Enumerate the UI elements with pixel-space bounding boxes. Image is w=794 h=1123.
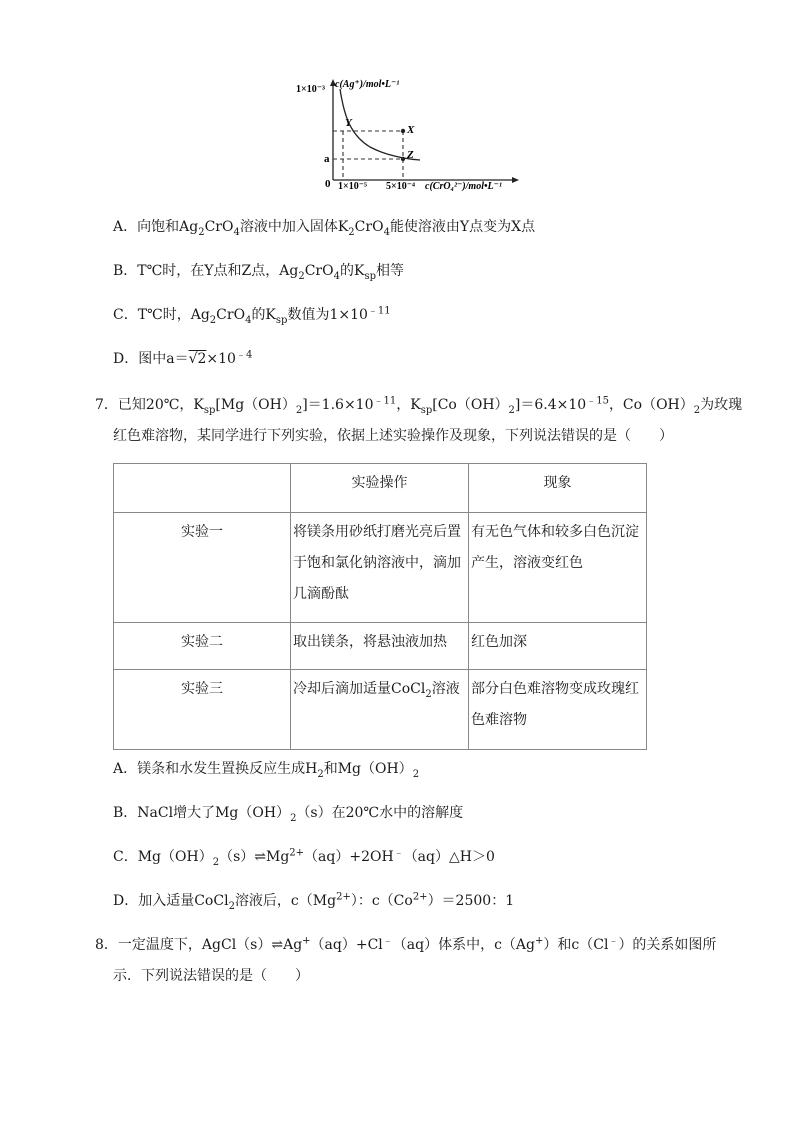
origin-label: 0 (325, 178, 331, 190)
x-axis-label: c(CrO₄²⁻)/mol•L⁻¹ (425, 181, 502, 192)
row3-phenomenon: 部分白色难溶物变成玫瑰红 色难溶物 (471, 681, 639, 728)
y-tick-top: 1×10⁻³ (296, 84, 325, 95)
q6-option-c: C．T℃时，$Ag_2CrO_4$的$K_{sp}$数值为$1\times 10^{﹣11}$ (113, 305, 391, 326)
q6-option-b: B．T℃时，在Y点和Z点，$Ag_2CrO_4$的$K_{sp}$相等 (113, 263, 404, 282)
header-phenomenon: 现象 (543, 475, 572, 491)
row1-phenomenon: 有无色气体和较多白色沉淀 产生，溶液变红色 (471, 524, 639, 571)
row2-name: 实验二 (181, 634, 223, 650)
x-tick-2: 5×10⁻⁴ (386, 181, 415, 192)
table-row (114, 670, 647, 750)
point-x-label: X (407, 124, 415, 136)
q7-option-d: D．加入适量CoCl$_2$溶液后，$c(Mg^{2+})$：$c(Co^{2+})=2500$：1 (113, 891, 515, 912)
row3-operation: 冷却后滴加适量CoCl$_2$溶液 (293, 681, 460, 700)
row1-name: 实验一 (181, 524, 223, 540)
x-axis-arrow (512, 177, 519, 183)
q7-option-a: A．镁条和水发生置换反应生成$H_2$和$Mg(OH)_2$ (113, 761, 420, 780)
q6-option-a: A．向饱和$Ag_2CrO_4$溶液中加入固体$K_2CrO_4$能使溶液由Y点变为X点 (113, 219, 536, 238)
experiment-table (113, 463, 647, 750)
table-row (114, 623, 647, 670)
row2-operation: 取出镁条，将悬浊液加热 (293, 634, 447, 650)
point-z-label: Z (407, 149, 414, 161)
table-row (114, 513, 647, 623)
q8-stem-line2: 示．下列说法错误的是（ ） (113, 968, 309, 984)
point-y-label: Y (345, 117, 352, 129)
y-axis-label: c(Ag⁺)/mol•L⁻¹ (335, 79, 400, 90)
row3-name: 实验三 (181, 681, 223, 697)
table-corner (114, 464, 291, 513)
point-x-dot (401, 129, 405, 133)
row1-operation: 将镁条用砂纸打磨光亮后置 于饱和氯化钠溶液中，滴加 几滴酚酞 (293, 524, 461, 602)
x-tick-1: 1×10⁻⁵ (338, 181, 367, 192)
q6-option-d: D．图中$a=√2\times 10^{﹣4}$ (113, 349, 253, 367)
ksp-curve-graph (290, 75, 530, 195)
y-tick-a: a (324, 153, 330, 165)
q7-option-c: C．$Mg(OH)_2(s)\rightleftharpoons Mg^{2+}(aq)+2OH^﹣(aq)\triangle H>0$ (113, 847, 495, 868)
header-operation: 实验操作 (351, 475, 408, 491)
point-z-dot (401, 157, 405, 161)
q7-option-b: B．NaCl增大了$Mg(OH)_2(s)$在20℃水中的溶解度 (113, 805, 464, 824)
row2-phenomenon: 红色加深 (471, 634, 527, 650)
q7-stem-line1: 7．已知20℃，$K_{sp}[Mg(OH)_2]=1.6\times 10^{﹣11}$，$K_{sp}[Co(OH)_2]=6.4\times 10^{﹣15}$，$Co(OH)_2$为玫瑰 (95, 395, 743, 416)
q8-stem-line1: 8．一定温度下，AgCl（s）⇌Ag+（aq）+Cl﹣（aq）体系中，c（Ag+）和c（Cl﹣）的关系如图所 (95, 935, 717, 953)
q7-stem-line2: 红色难溶物，某同学进行下列实验，依据上述实验操作及现象，下列说法错误的是（ ） (113, 428, 673, 444)
